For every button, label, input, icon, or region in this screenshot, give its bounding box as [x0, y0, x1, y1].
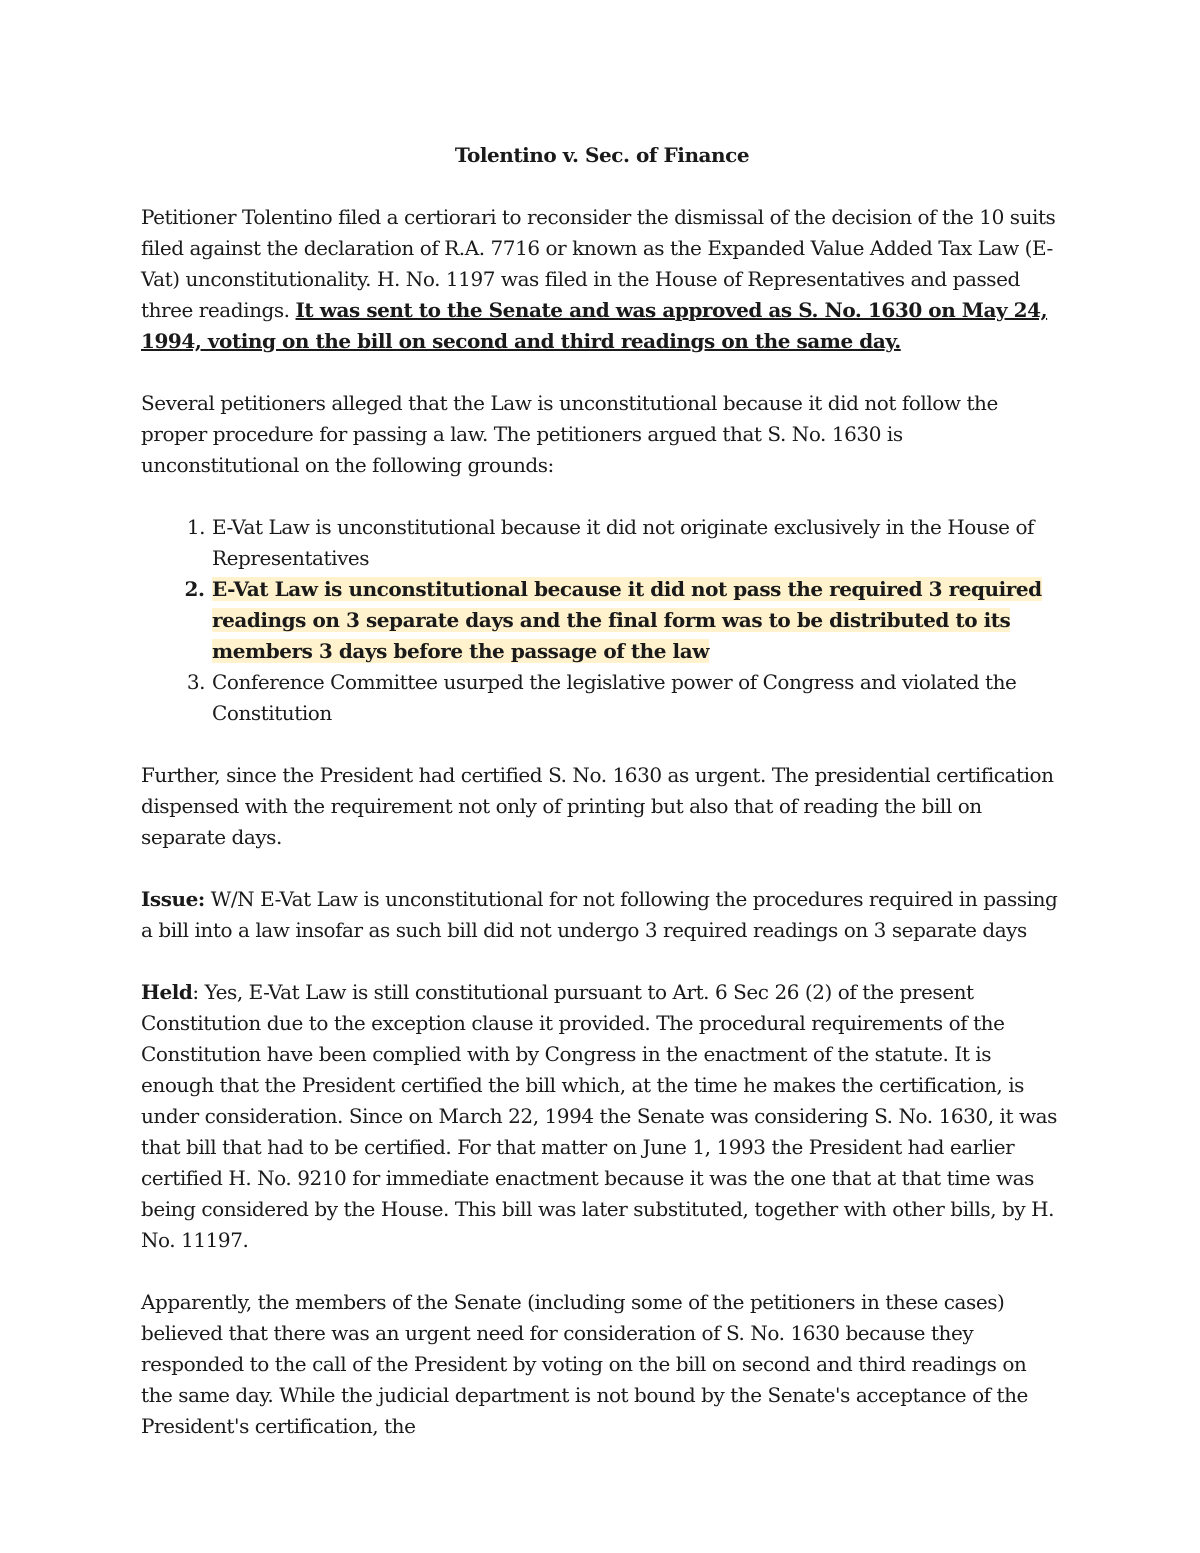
list-item-highlighted: [211, 574, 1063, 667]
held-text: : Yes, E-Vat Law is still constitutional pursuant to Art. 6 Sec 26 (2) of the present Constitution due to the exception clause it provided. The procedural requirements of the Constitution have been complied with by Congress in the enactment of the statute. It is enough that the President certified the bill which, at the time he makes the certification, is under consideration. Since on March 22, 1994 the Senate was considering S. No. 1630, it was that bill that had to be certified. For that matter on June 1, 1993 the President had earlier certified H. No. 9210 for immediate enactment because it was the one that at that time was being considered by the House. This bill was later substituted, together with other bills, by H. No. 11197.: [141, 980, 1057, 1252]
held-paragraph: [141, 977, 1063, 1256]
document-body: [141, 140, 1063, 1473]
issue-paragraph: [141, 884, 1063, 946]
apparently-paragraph: Apparently, the members of the Senate (including some of the petitioners in these cases) believed that there was an urgent need for consideration of S. No. 1630 because they responded to the call of the President by voting on the bill on second and third readings on the same day. While the judicial department is not bound by the Senate's acceptance of the President's certification, the: [141, 1290, 1028, 1438]
issue-label: Issue:: [141, 887, 205, 911]
grounds-intro-paragraph: Several petitioners alleged that the Law is unconstitutional because it did not follow the proper procedure for passing a law. The petitioners argued that S. No. 1630 is unconstitutional on the following grounds:: [141, 391, 998, 477]
intro-emphasis: It was sent to the Senate and was approved as S. No. 1630 on May 24, 1994, voting on the bill on second and third readings on the same day.: [141, 298, 1048, 353]
further-paragraph: Further, since the President had certified S. No. 1630 as urgent. The presidential certification dispensed with the requirement not only of printing but also that of reading the bill on separate days.: [141, 763, 1054, 849]
list-item: [211, 512, 1063, 574]
grounds-list: [141, 512, 1063, 729]
intro-text: Petitioner Tolentino filed a certiorari to reconsider the dismissal of the decision of the 10 suits filed against the declaration of R.A. 7716 or known as the Expanded Value Added Tax Law (E-Vat) unconstitutionality. H. No. 1197 was filed in the House of Representatives and passed three readings.: [141, 205, 1056, 322]
document-title: Tolentino v. Sec. of Finance: [454, 143, 750, 167]
list-item-text: E-Vat Law is unconstitutional because it did not pass the required 3 required readings on 3 separate days and the final form was to be distributed to its members 3 days before the passage of the law: [212, 577, 1042, 663]
list-item: [211, 667, 1063, 729]
intro-paragraph: [141, 202, 1063, 357]
list-item-text: Conference Committee usurped the legislative power of Congress and violated the Constitution: [212, 670, 1017, 725]
held-label: Held: [141, 980, 193, 1004]
issue-text: W/N E-Vat Law is unconstitutional for not following the procedures required in passing a bill into a law insofar as such bill did not undergo 3 required readings on 3 separate days: [141, 887, 1058, 942]
list-item-text: E-Vat Law is unconstitutional because it did not originate exclusively in the House of Representatives: [212, 515, 1034, 570]
